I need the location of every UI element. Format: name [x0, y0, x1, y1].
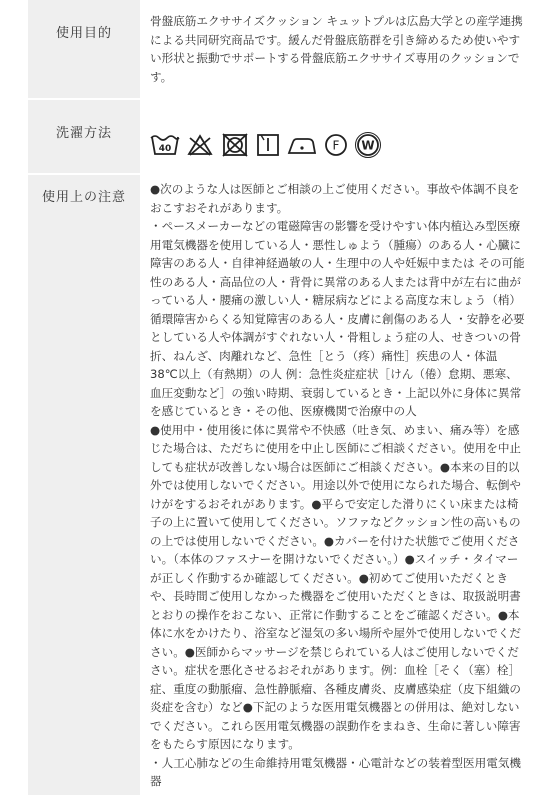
no-bleach-icon — [185, 132, 215, 158]
precaution-paragraph: ●使用中・使用後に体に異常や不快感（吐き気、めまい、痛み等）を感じた場合は、ただちに使用を中止し医師にご相談ください。使用を中止しても症状が改善しない場合は医師にご相談ください。●本来の目的以外では使用しないでください。用途以外で使用になられた場合、転倒やけがをするおそれがあります。●平らで安定した滑りにくい床または椅子の上に置いて使用してください。ソファなどクッション性の高いものの上では使用しないでください。●カバーを付けた状態でご使用ください。（本体のファスナーを開けないでください。）●スイッチ・タイマーが正しく作動するか確認してください。●初めてご使用いただくときや、長時間ご使用しなかった機器をご使用いただくときは、取扱説明書とおりの操作をおこない、正常に作動することをご確認ください。●本体に水をかけたり、浴室など湿気の多い場所や屋外で使用しないでください。●医師からマッサージを禁じられている人はご使用しないでください。症状を悪化させるおそれがあります。例：血栓［そく（塞）栓］症、重度の動脈瘤、急性静脈瘤、各種皮膚炎、皮膚感染症（皮下組織の炎症を含む）など●下記のような医用電気機器との併用は、絶対しないでください。これら医用電気機器の誤動作をまねき、生命に著しい障害をもたらす原因になります。 — [150, 422, 522, 751]
row-label-precautions: 使用上の注意 — [28, 175, 140, 795]
precaution-paragraph: ・人工心肺などの生命維持用電気機器・心電計などの装着型医用電気機器 — [150, 755, 522, 788]
wash-40-icon — [150, 132, 180, 158]
precautions-text — [140, 175, 533, 795]
purpose-text — [140, 0, 533, 98]
product-info-table — [28, 0, 533, 795]
row-precautions — [28, 175, 533, 795]
svg-text:40: 40 — [158, 144, 172, 154]
dry-clean-f-icon — [323, 132, 349, 158]
purpose-paragraph: 骨盤底筋エクササイズクッション キュットプルは広島大学との産学連携による共同研究商品です。緩んだ骨盤底筋群を引き締めるため使いやすい形状と振動でサポートする骨盤底筋エクササイズ専用のクッションです。 — [150, 14, 523, 84]
row-washing — [28, 100, 533, 173]
no-tumble-dry-icon — [220, 132, 250, 158]
wet-clean-w-icon — [354, 132, 382, 158]
row-label-purpose: 使用目的 — [28, 0, 140, 98]
precaution-paragraph: ・ペースメーカーなどの電磁障害の影響を受けやすい体内植込み型医療用電気機器を使用している人・悪性しゅよう（腫瘍）のある人・心臓に障害のある人・自律神経過敏の人・生理中の人や妊娠中または その可能性のある人・高品位の人・背骨に異常のある人または背中が左右に曲がっている人・腰痛の激しい人・糖尿病などによる高度な末しょう（梢）循環障害からくる知覚障害のある人・皮膚に創傷のある人 ・安静を必要としている人や体調がすぐれない人・骨粗しょう症の人、せきついの骨折、ねんざ、肉離れなど、急性［とう（疼）痛性］疾患の人・体温38℃以上（有熱期）の人 例：急性炎症症状［けん（倦）怠期、悪寒、血圧変動など］の強い時期、衰弱しているとき・上記以外に身体に異常を感じているとき・その他、医療機関で治療中の人 — [150, 219, 525, 418]
washing-icons — [140, 100, 533, 173]
precaution-paragraph: ●次のような人は医師とご相談の上ご使用ください。事故や体調不良をおこすおそれがあります。 — [150, 182, 520, 215]
drip-dry-icon — [255, 132, 281, 158]
svg-text:W: W — [361, 138, 375, 153]
row-purpose — [28, 0, 533, 98]
svg-text:F: F — [332, 138, 340, 153]
row-label-washing: 洗濯方法 — [28, 100, 140, 173]
iron-low-icon — [286, 132, 318, 158]
